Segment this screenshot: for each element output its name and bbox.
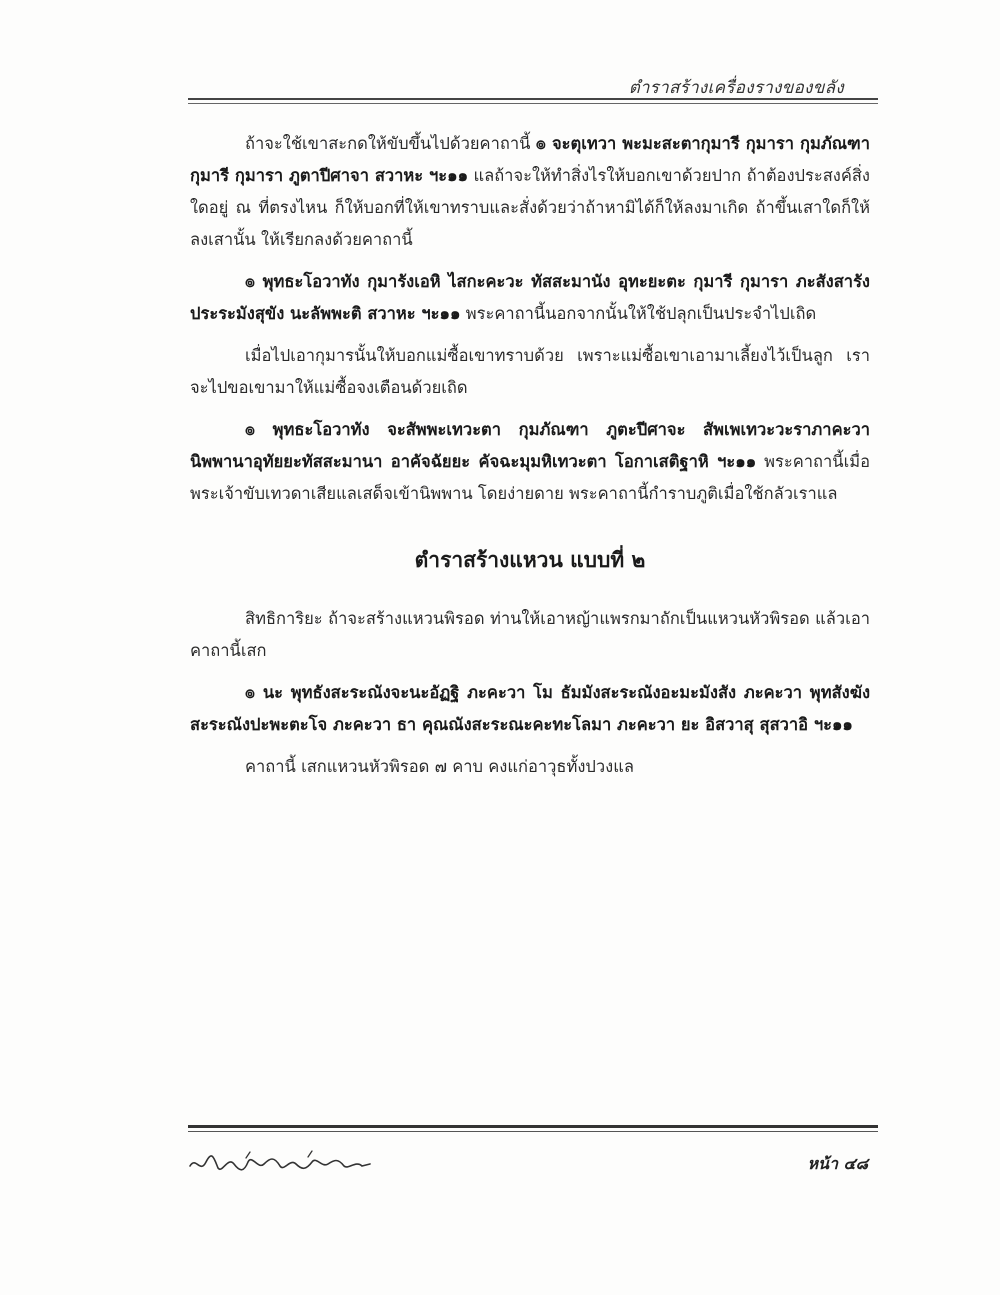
body-text: แลถ้าจะให้ทำสิ่งไรให้บอกเขาด้วยปาก ถ้าต้องประสงค์สิ่งใดอยู่ ณ ที่ตรงไหน ก็ให้บอกที่ให้เขาทราบและสั่งด้วยว่าถ้าหามิได้ก็ให้ลงมาเกิด ถ้าขึ้นเสาใดก็ให้ลงเสานั้น ให้เรียกลงด้วยคาถานี้ <box>190 166 870 249</box>
page-body <box>190 128 870 793</box>
paragraph <box>190 751 870 783</box>
incantation-text: ๏ พุทธะโอวาทัง จะสัพพะเทวะตา กุมภัณฑา ภูตะปีศาจะ สัพเพเทวะวะราภาคะวา นิพพานาอุทัยยะทัสสะมานา อาคัจฉัยยะ คัจฉะมุมหิเทวะตา โอกาเสติฐาหิ ฯะ๑๑ <box>190 420 870 471</box>
incantation-text: ๏ จะตุเทวา พะมะสะตากุมารี กุมารา กุมภัณฑากุมารี กุมารา ภูตาปีศาจา สวาหะ ฯะ๑๑ <box>190 134 870 185</box>
footer-rule-thin <box>188 1131 878 1132</box>
page-footer <box>188 1125 878 1186</box>
paragraph <box>190 266 870 330</box>
paragraph <box>190 677 870 741</box>
body-text: พระคาถานี้นอกจากนั้นให้ใช้ปลุกเป็นประจำไปเถิด <box>460 304 817 323</box>
incantation-text: ๏ พุทธะโอวาทัง กุมารังเอหิ ไสกะคะวะ ทัสสะมานัง อุทะยะตะ กุมารี กุมารา ภะสังสารัง ประระมังสุขัง นะลัพพะติ สวาหะ ฯะ๑๑ <box>190 272 870 323</box>
body-text: เมื่อไปเอากุมารนั้นให้บอกแม่ซื้อเขาทราบด้วย เพราะแม่ซื้อเขาเอามาเลี้ยงไว้เป็นลูก เราจะไปขอเขามาให้แม่ซื้อจงเตือนด้วยเถิด <box>190 346 870 397</box>
header-rule <box>188 98 878 100</box>
body-text: ถ้าจะใช้เขาสะกดให้ขับขึ้นไปด้วยคาถานี้ <box>245 134 536 153</box>
paragraph <box>190 603 870 667</box>
paragraph-group <box>190 128 870 510</box>
paragraph <box>190 414 870 510</box>
paragraph <box>190 340 870 404</box>
body-text: สิทธิการิยะ ถ้าจะสร้างแหวนพิรอด ท่านให้เอาหญ้าแพรกมาถักเป็นแหวนหัวพิรอด แล้วเอาคาถานี้เสก <box>190 609 870 660</box>
section-title: ตำราสร้างแหวน แบบที่ ๒ <box>414 547 646 572</box>
footer-row <box>188 1146 878 1186</box>
section-paragraph-group <box>190 603 870 783</box>
footer-rule <box>188 1125 878 1128</box>
page-number: หน้า ๔๘ <box>807 1154 868 1173</box>
header-rule-thin <box>188 103 878 104</box>
page-header <box>188 72 878 106</box>
header-title: ตำราสร้างเครื่องรางของขลัง <box>628 78 844 98</box>
body-text: คาถานี้ เสกแหวนหัวพิรอด ๗ คาบ คงแก่อาวุธทั้งปวงแล <box>245 757 634 776</box>
body-text: พระคาถานี้เมื่อพระเจ้าขับเทวดาเสียแลเสด็จเข้านิพพาน โดยง่ายดาย พระคาถานี้กำราบภูติเมื่อใช้กลัวเราแล <box>190 452 870 503</box>
paragraph <box>190 128 870 256</box>
handwritten-signature <box>188 1148 373 1178</box>
incantation-text: ๏ นะ พุทธังสะระณังจะนะอัฏฐิ ภะคะวา โม ธัมมังสะระณังอะมะมังสัง ภะคะวา พุทสังฆังสะระณังปะพะตะโจ ภะคะวา ธา คุณณังสะระณะคะทะโลมา ภะคะวา ยะ อิสวาสุ สุสวาอิ ฯะ๑๑ <box>190 683 870 734</box>
